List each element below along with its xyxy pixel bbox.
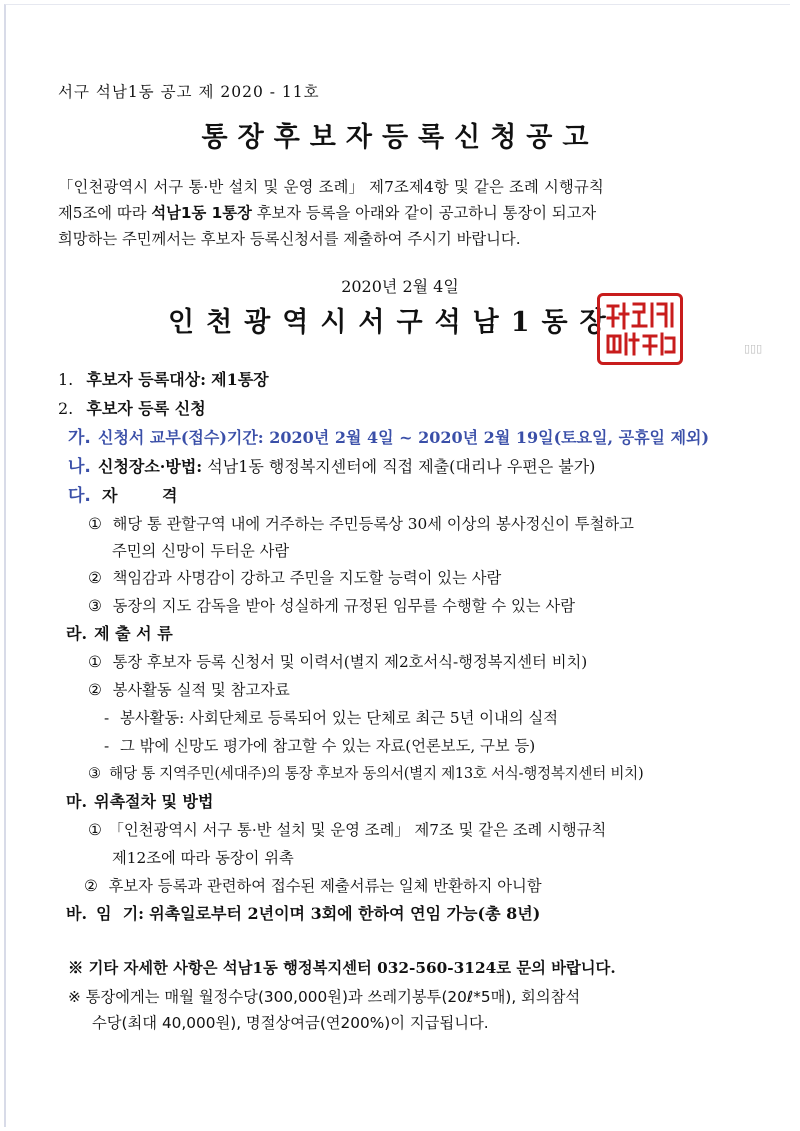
qualification-2-text: 책임감과 사명감이 강하고 주민을 지도할 능력이 있는 사람 [112, 569, 502, 587]
document-1 [88, 652, 587, 672]
document-2-number: ② [88, 681, 102, 699]
section-2-number: 2. [58, 399, 74, 418]
qualification-1-cont: 주민의 신망이 두터운 사람 [112, 542, 290, 560]
item-ba [66, 904, 540, 924]
official-seal [597, 293, 683, 365]
item-ma-mark: 마. [66, 792, 88, 811]
section-1 [58, 370, 269, 390]
procedure-1-text: 「인천광역시 서구 통·반 설치 및 운영 조례」 제7조 및 같은 조례 시행규칙 [108, 821, 607, 839]
qualification-3 [88, 596, 575, 616]
document-3-number: ③ [88, 765, 101, 782]
document-2 [88, 680, 290, 700]
section-2 [58, 399, 206, 419]
item-ra-label: 제 출 서 류 [94, 624, 173, 643]
item-ba-label: 임 기: [96, 904, 145, 923]
item-da-label: 자 격 [101, 486, 178, 505]
item-ga-mark: 가. [68, 428, 91, 448]
intro-line-2 [58, 203, 596, 223]
item-ra [66, 624, 173, 644]
procedure-2 [84, 876, 542, 896]
section-1-number: 1. [58, 370, 74, 389]
procedure-1-number: ① [88, 821, 102, 839]
procedure-2-number: ② [84, 877, 98, 895]
contact-note: ※ 기타 자세한 사항은 석남1동 행정복지센터 032-560-3124로 문의 바랍니다. [68, 959, 616, 977]
intro-line-2-text: 제5조에 따라 석남1동 1통장 후보자 등록을 아래와 같이 공고하니 통장이 되고자 [58, 204, 597, 222]
item-da-mark: 다. [68, 486, 91, 506]
qualification-1-number: ① [88, 515, 102, 533]
qualification-2-number: ② [88, 569, 102, 587]
document-2-sub-1-text: 봉사활동: 사회단체로 등록되어 있는 단체로 최근 5년 이내의 실적 [120, 709, 559, 727]
item-ga [68, 428, 709, 448]
procedure-1 [88, 820, 606, 840]
document-1-number: ① [88, 653, 102, 671]
item-ma [66, 792, 213, 812]
notice-date: 2020년 2월 4일 [341, 277, 459, 296]
allowance-note-line-1: ※ 통장에게는 매월 월정수당(300,000원)과 쓰레기봉투(20ℓ*5매), 회의참석 [68, 988, 581, 1006]
qualification-1-text: 해당 통 관할구역 내에 거주하는 주민등록상 30세 이상의 봉사정신이 투철하고 [112, 515, 634, 533]
qualification-1 [88, 514, 634, 534]
document-2-sub-1-dash: - [104, 709, 110, 727]
seal-glyph-art [600, 296, 680, 362]
document-2-sub-2-dash: - [104, 737, 110, 755]
section-2-label: 후보자 등록 신청 [86, 399, 206, 418]
section-1-value: 제1통장 [211, 370, 269, 389]
issuer-name: 인천광역시서구석남1동장 [168, 307, 618, 338]
qualification-3-number: ③ [88, 597, 102, 615]
document-2-text: 봉사활동 실적 및 참고자료 [112, 681, 290, 699]
item-da [68, 486, 177, 506]
bleed-through-mark: ▯▯▯ [744, 342, 763, 355]
document-3-text: 해당 통 지역주민(세대주)의 통장 후보자 동의서(별지 제13호 서식-행정복지센터 비치) [109, 765, 644, 782]
item-na-label: 신청장소·방법: [97, 457, 203, 476]
notice-reference-number: 서구 석남1동 공고 제 2020 - 11호 [58, 83, 320, 101]
item-ba-value: 위촉일로부터 2년이며 3회에 한하여 연임 가능(총 8년) [149, 904, 541, 923]
section-1-label: 후보자 등록대상: [86, 370, 207, 389]
highlighted-post-name: 석남1동 1통장 [151, 204, 252, 222]
document-2-sub-2 [104, 736, 535, 756]
document-3 [88, 764, 643, 784]
notice-title: 통장후보자등록신청공고 [201, 122, 599, 153]
item-ba-mark: 바. [66, 904, 88, 923]
item-ra-mark: 라. [66, 624, 88, 643]
intro-line-3: 희망하는 주민께서는 후보자 등록신청서를 제출하여 주시기 바랍니다. [58, 230, 521, 248]
item-na [68, 457, 595, 477]
document-1-text: 통장 후보자 등록 신청서 및 이력서(별지 제2호서식-행정복지센터 비치) [112, 653, 588, 671]
item-na-value: 석남1동 행정복지센터에 직접 제출(대리나 우편은 불가) [207, 457, 596, 476]
qualification-3-text: 동장의 지도 감독을 받아 성실하게 규정된 임무를 수행할 수 있는 사람 [112, 597, 575, 615]
item-ma-label: 위촉절차 및 방법 [94, 792, 214, 811]
item-ga-text: 신청서 교부(접수)기간: 2020년 2월 4일 ~ 2020년 2월 19일(토요일, 공휴일 제외) [97, 428, 710, 447]
document-2-sub-2-text: 그 밖에 신망도 평가에 참고할 수 있는 자료(언론보도, 구보 등) [120, 737, 536, 755]
intro-line-1: 「인천광역시 서구 통·반 설치 및 운영 조례」 제7조제4항 및 같은 조례 시행규칙 [58, 178, 604, 196]
procedure-2-text: 후보자 등록과 관련하여 접수된 제출서류는 일체 반환하지 아니함 [108, 877, 542, 895]
document-2-sub-1 [104, 708, 558, 728]
allowance-note-line-2: 수당(최대 40,000원), 명절상여금(연200%)이 지급됩니다. [92, 1014, 489, 1032]
item-na-mark: 나. [68, 457, 91, 477]
qualification-2 [88, 568, 501, 588]
procedure-1-cont: 제12조에 따라 동장이 위촉 [112, 849, 294, 867]
